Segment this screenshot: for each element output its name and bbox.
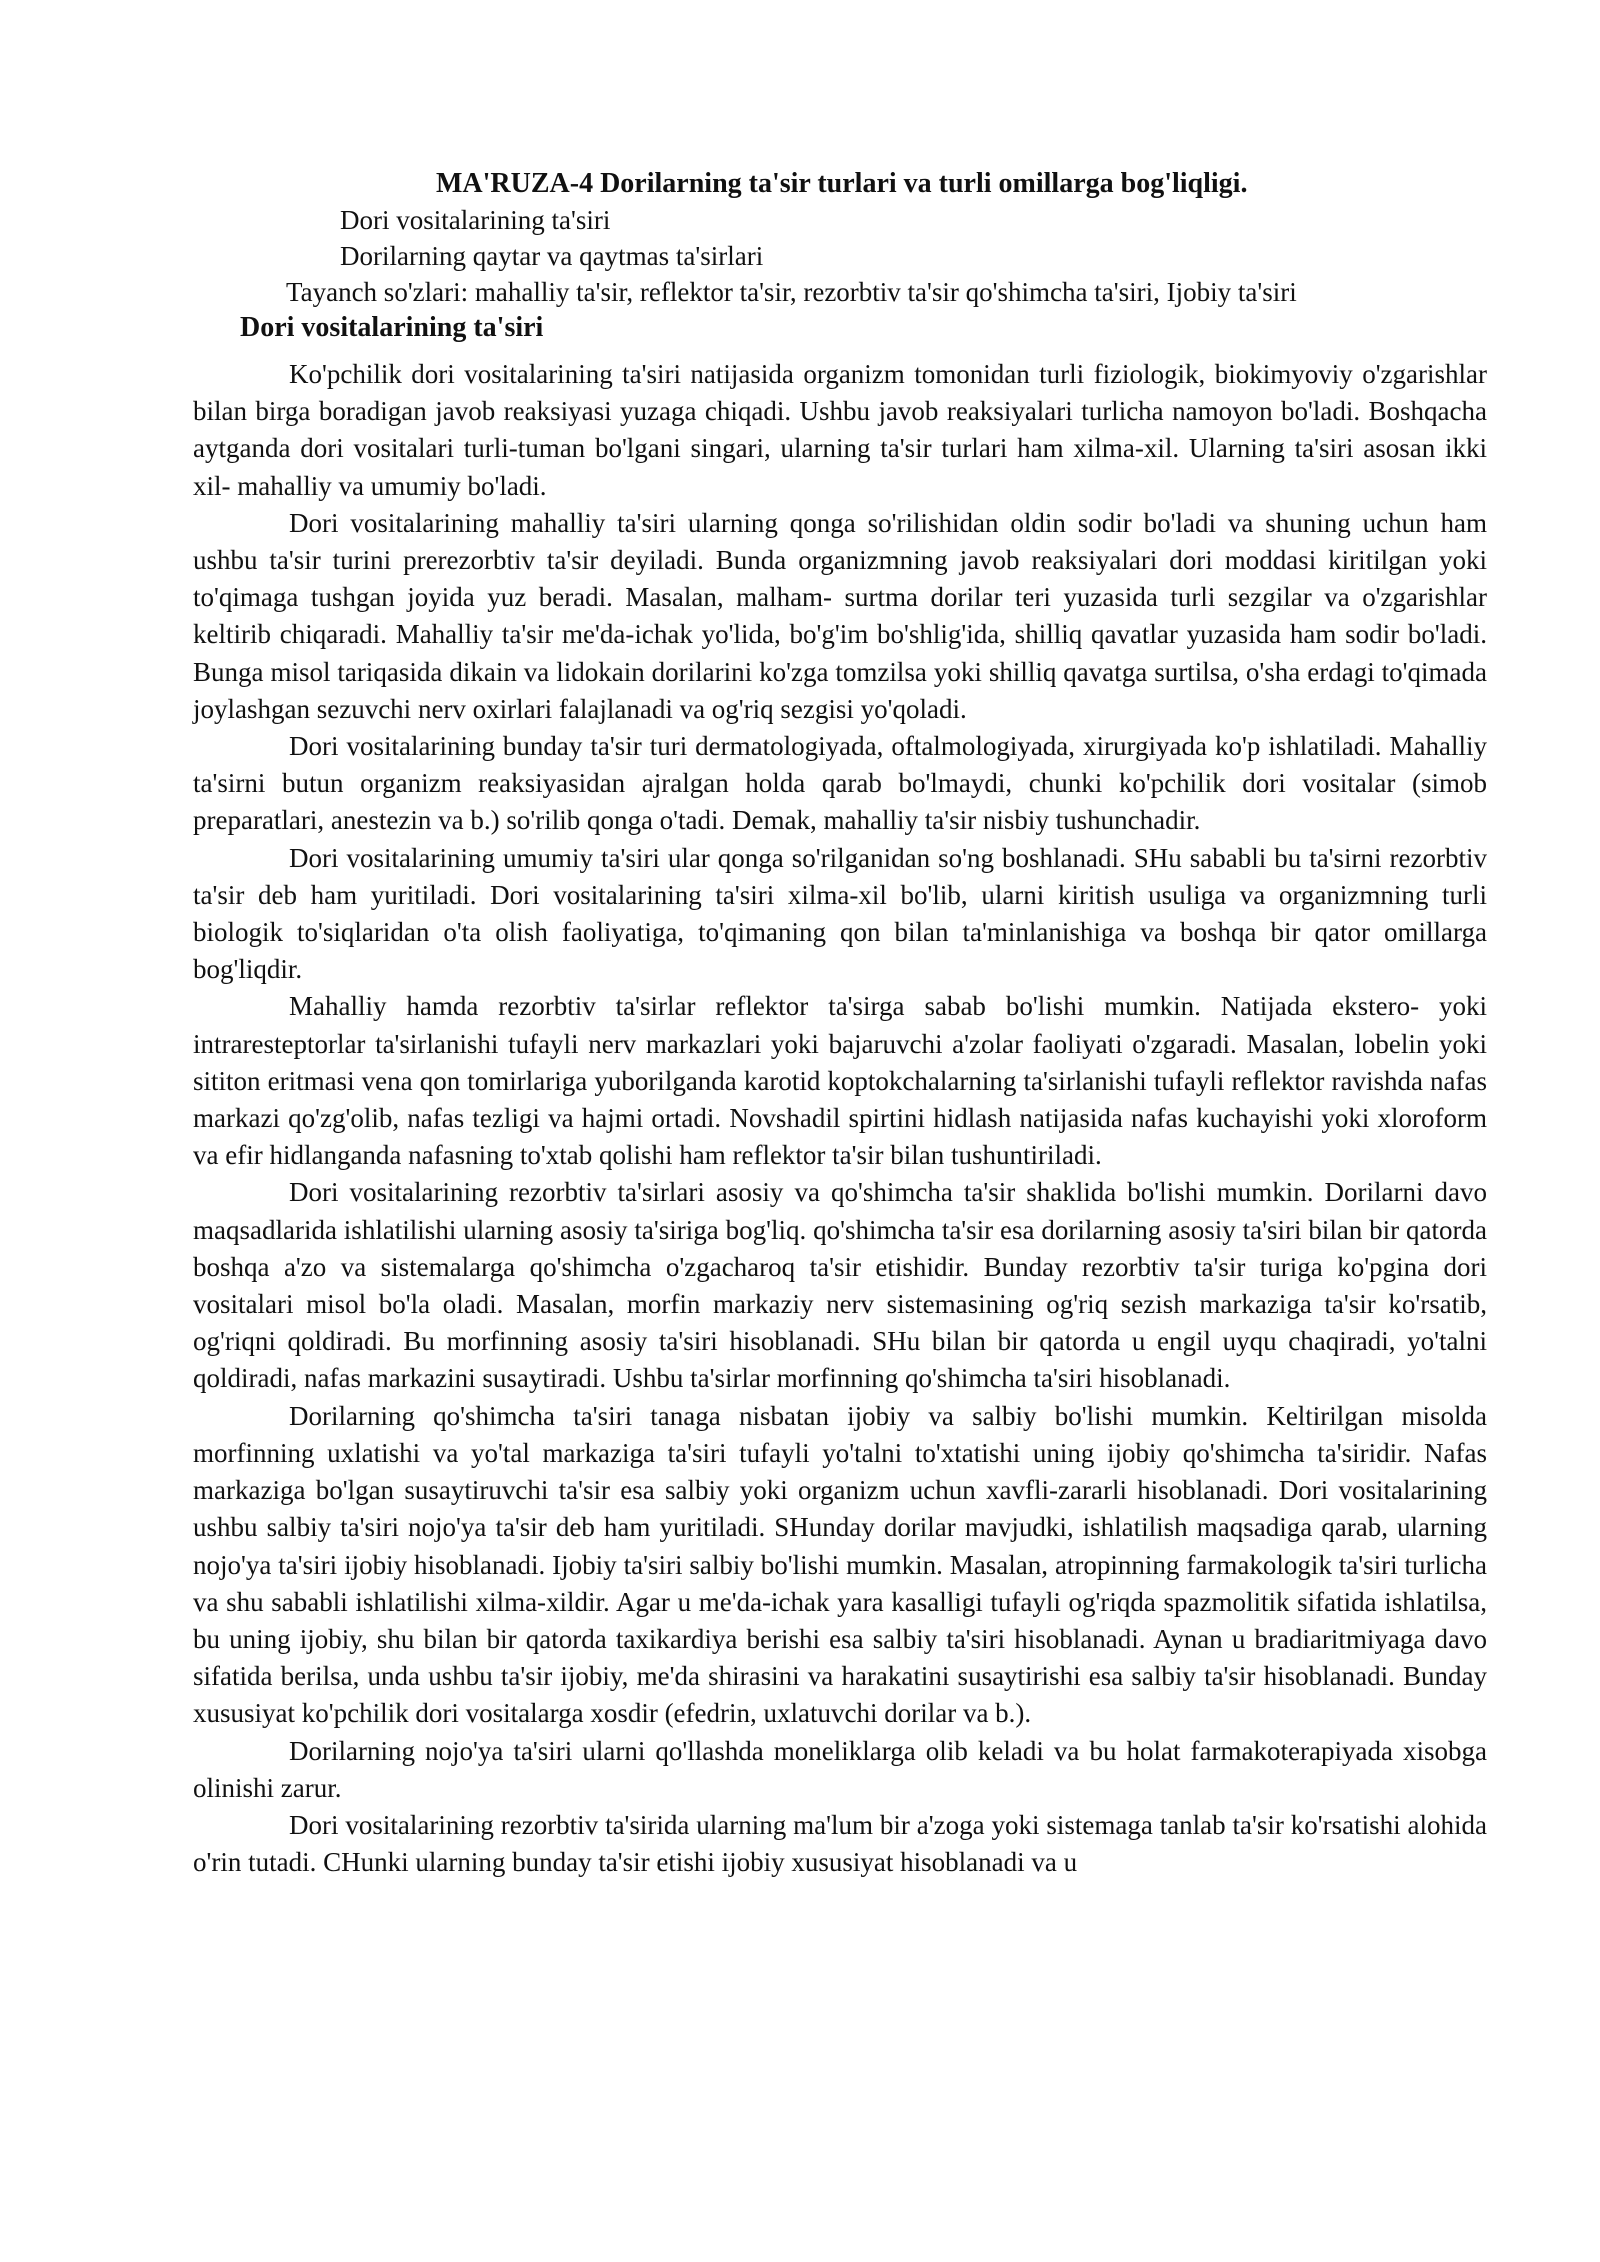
section-heading: Dori vositalarining ta'siri <box>240 312 544 343</box>
paragraph: Dorilarning nojo'ya ta'siri ularni qo'llashda moneliklarga olib keladi va bu holat farmakoterapiyada xisobga olinishi zarur. <box>193 1735 1487 1803</box>
paragraph: Mahalliy hamda rezorbtiv ta'sirlar reflektor ta'sirga sabab bo'lishi mumkin. Natijada ekstero- yoki intraresteptorlar ta'sirlanishi tufayli nerv markazlari yoki bajaruvchi a'zolar faoliyati o'zgaradi. Masalan, lobelin yoki sititon eritmasi vena qon tomirlariga yuborilganda karotid koptokchalarning ta'sirlanishi tufayli reflektor ravishda nafas markazi qo'zg'olib, nafas tezligi va hajmi ortadi. Novshadil spirtini hidlash natijasida nafas kuchayishi yoki xloroform va efir hidlanganda nafasning to'xtab qolishi ham reflektor ta'sir bilan tushuntiriladi. <box>193 991 1487 1171</box>
paragraph: Dorilarning qo'shimcha ta'siri tanaga nisbatan ijobiy va salbiy bo'lishi mumkin. Keltirilgan misolda morfinning uxlatishi va yo'tal markaziga ta'siri tufayli yo'talni to'xtatishi uning ijobiy qo'shimcha ta'siridir. Nafas markaziga bo'lgan susaytiruvchi ta'sir esa salbiy yoki organizm uchun xavfli-zararli hisoblanadi. Dori vositalarining ushbu salbiy ta'siri nojo'ya ta'sir deb ham yuritiladi. SHunday dorilar mavjudki, ishlatilish maqsadiga qarab, ularning nojo'ya ta'siri ijobiy hisoblanadi. Ijobiy ta'siri salbiy bo'lishi mumkin. Masalan, atropinning farmakologik ta'siri turlicha va shu sababli ishlatilishi xilma-xildir. Agar u me'da-ichak yara kasalligi tufayli og'riqda spazmolitik sifatida ishlatilsa, bu uning ijobiy, shu bilan bir qatorda taxikardiya berishi esa salbiy ta'siri hisoblanadi. Aynan u bradiaritmiyaga davo sifatida berilsa, unda ushbu ta'sir ijobiy, me'da shirasini va harakatini susaytirishi esa salbiy ta'sir hisoblanadi. Bunday xususiyat ko'pchilik dori vositalarga xosdir (efedrin, uxlatuvchi dorilar va b.). <box>193 1400 1487 1729</box>
lecture-title: MA'RUZA-4 Dorilarning ta'sir turlari va turli omillarga bog'liqligi. <box>436 168 1248 199</box>
paragraph: Dori vositalarining rezorbtiv ta'sirlari asosiy va qo'shimcha ta'sir shaklida bo'lishi mumkin. Dorilarni davo maqsadlarida ishlatilishi ularning asosiy ta'siriga bog'liq. qo'shimcha ta'sir esa dorilarning asosiy ta'siri bilan bir qatorda boshqa a'zo va sistemalarga qo'shimcha o'zgacharoq ta'sir etishidir. Bunday rezorbtiv ta'sir turiga ko'pgina dori vositalari misol bo'la oladi. Masalan, morfin markaziy nerv sistemasining og'riq sezish markaziga ta'sir ko'rsatib, og'riqni qoldiradi. Bu morfinning asosiy ta'siri hisoblanadi. SHu bilan bir qatorda u engil uyqu chaqiradi, yo'talni qoldiradi, nafas markazini susaytiradi. Ushbu ta'sirlar morfinning qo'shimcha ta'siri hisoblanadi. <box>193 1177 1487 1394</box>
paragraph: Dori vositalarining mahalliy ta'siri ularning qonga so'rilishidan oldin sodir bo'ladi va shuning uchun ham ushbu ta'sir turini prerezorbtiv ta'sir deyiladi. Bunda organizmning javob reaksiyalari dori moddasi kiritilgan yoki to'qimaga tushgan joyida yuz beradi. Masalan, malham- surtma dorilar teri yuzasida turli sezgilar va o'zgarishlar keltirib chiqaradi. Mahalliy ta'sir me'da-ichak yo'lida, bo'g'im bo'shlig'ida, shilliq qavatlar yuzasida ham sodir bo'ladi. Bunga misol tariqasida dikain va lidokain dorilarini ko'zga tomzilsa yoki shilliq qavatga surtilsa, o'sha erdagi to'qimada joylashgan sezuvchi nerv oxirlari falajlanadi va og'riq sezgisi yo'qoladi. <box>193 507 1487 724</box>
body-text <box>193 356 1487 1881</box>
paragraph: Dori vositalarining rezorbtiv ta'sirida ularning ma'lum bir a'zoga yoki sistemaga tanlab ta'sir ko'rsatishi alohida o'rin tutadi. CHunki ularning bunday ta'sir etishi ijobiy xususiyat hisoblanadi va u <box>193 1809 1487 1878</box>
outline-item-1: Dori vositalarining ta'siri <box>340 205 611 235</box>
paragraph: Dori vositalarining bunday ta'sir turi dermatologiyada, oftalmologiyada, xirurgiyada ko'p ishlatiladi. Mahalliy ta'sirni butun organizm reaksiyasidan ajralgan holda qarab bo'lmaydi, chunki ko'pchilik dori vositalar (simob preparatlari, anestezin va b.) so'rilib qonga o'tadi. Demak, mahalliy ta'sir nisbiy tushunchadir. <box>193 731 1487 836</box>
paragraph: Ko'pchilik dori vositalarining ta'siri natijasida organizm tomonidan turli fiziologik, biokimyoviy o'zgarishlar bilan birga boradigan javob reaksiyasi yuzaga chiqadi. Ushbu javob reaksiyalari turlicha namoyon bo'ladi. Boshqacha aytganda dori vositalari turli-tuman bo'lgani singari, ularning ta'sir turlari ham xilma-xil. Ularning ta'siri asosan ikki xil- mahalliy va umumiy bo'ladi. <box>193 359 1487 501</box>
outline-item-2: Dorilarning qaytar va qaytmas ta'sirlari <box>340 241 764 271</box>
keywords-line: Tayanch so'zlari: mahalliy ta'sir, reflektor ta'sir, rezorbtiv ta'sir qo'shimcha ta'siri, Ijobiy ta'siri <box>286 277 1297 307</box>
paragraph: Dori vositalarining umumiy ta'siri ular qonga so'rilganidan so'ng boshlanadi. SHu sababli bu ta'sirni rezorbtiv ta'sir deb ham yuritiladi. Dori vositalarining ta'siri xilma-xil bo'lib, ularni kiritish usuliga va organizmning turli biologik to'siqlaridan o'ta olish faoliyatiga, to'qimaning qon bilan ta'minlanishiga va boshqa bir qator omillarga bog'liqdir. <box>193 842 1487 985</box>
